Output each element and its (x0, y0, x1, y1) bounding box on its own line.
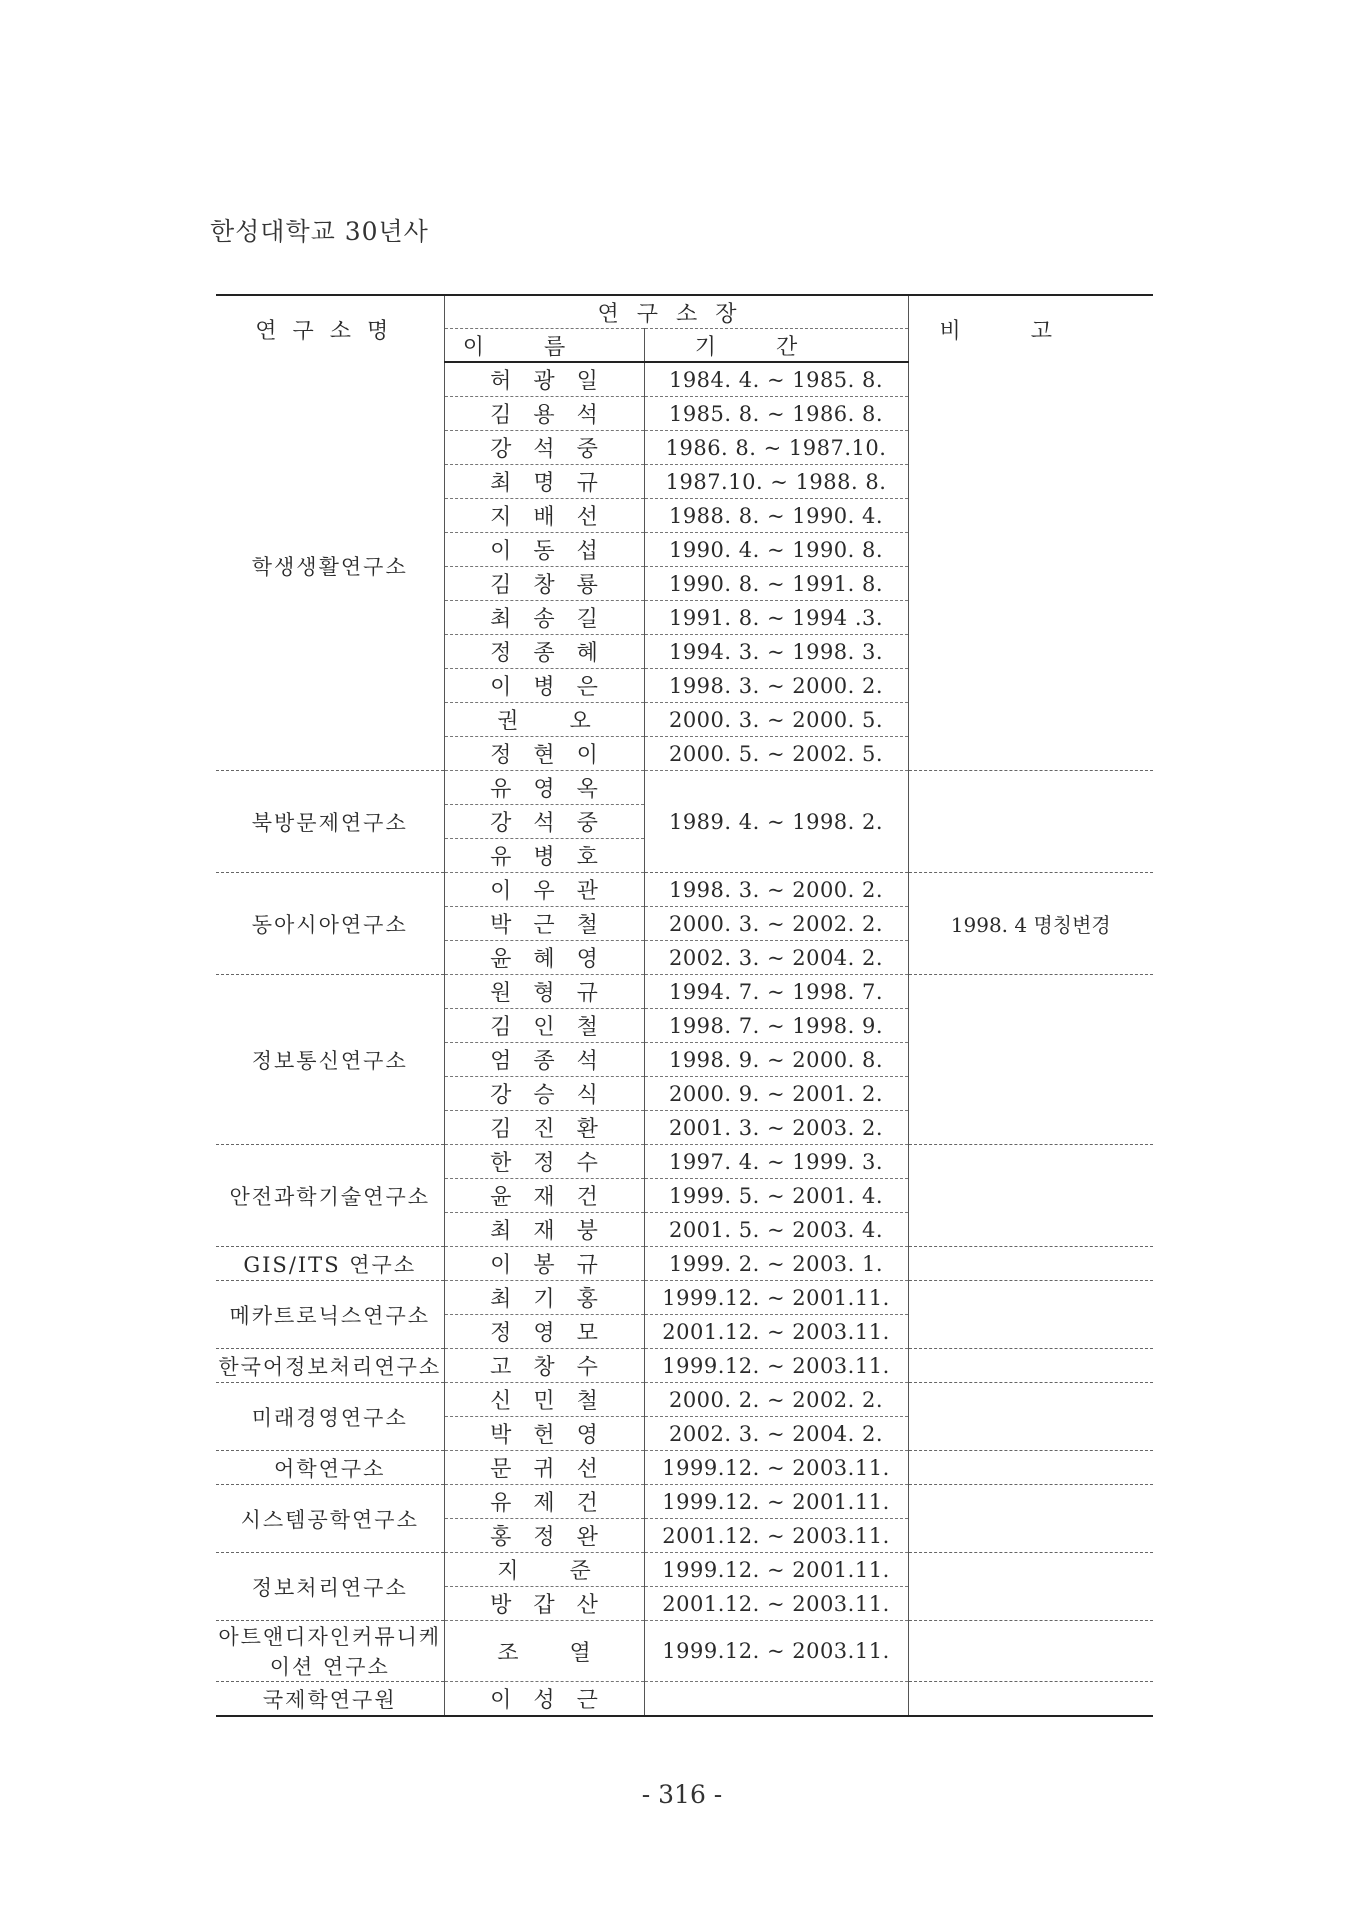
table-row (216, 771, 1153, 805)
table-row (216, 1451, 1153, 1485)
note-cell (908, 1682, 1153, 1717)
term-period: 1998. 3. ~ 2000. 2. (644, 669, 908, 703)
table-row (216, 1145, 1153, 1179)
term-period: 1998. 3. ~ 2000. 2. (644, 873, 908, 907)
term-period: 2001.12. ~ 2003.11. (644, 1315, 908, 1349)
term-period: 1988. 8. ~ 1990. 4. (644, 499, 908, 533)
director-name: 유제건 (444, 1485, 644, 1519)
header-name: 이름 (444, 329, 644, 363)
term-period: 1987.10. ~ 1988. 8. (644, 465, 908, 499)
institute-name: 아트앤디자인커뮤니케이션 연구소 (216, 1621, 444, 1682)
note-cell (908, 1553, 1153, 1621)
director-name: 유병호 (444, 839, 644, 873)
institute-name: 동아시아연구소 (216, 873, 444, 975)
director-name: 정종혜 (444, 635, 644, 669)
term-period: 2001. 3. ~ 2003. 2. (644, 1111, 908, 1145)
director-name: 한정수 (444, 1145, 644, 1179)
institute-name: 정보처리연구소 (216, 1553, 444, 1621)
term-period: 1990. 8. ~ 1991. 8. (644, 567, 908, 601)
term-period: 2000. 2. ~ 2002. 2. (644, 1383, 908, 1417)
director-name: 김창룡 (444, 567, 644, 601)
note-cell (908, 1145, 1153, 1247)
term-period: 1984. 4. ~ 1985. 8. (644, 362, 908, 397)
term-period: 1999.12. ~ 2001.11. (644, 1553, 908, 1587)
term-period: 1989. 4. ~ 1998. 2. (644, 771, 908, 873)
term-period: 1999.12. ~ 2003.11. (644, 1349, 908, 1383)
term-period: 2001.12. ~ 2003.11. (644, 1587, 908, 1621)
term-period: 1998. 7. ~ 1998. 9. (644, 1009, 908, 1043)
note-cell (908, 1451, 1153, 1485)
term-period: 1999.12. ~ 2003.11. (644, 1621, 908, 1682)
institute-name: 정보통신연구소 (216, 975, 444, 1145)
institute-name: 어학연구소 (216, 1451, 444, 1485)
director-name: 정영모 (444, 1315, 644, 1349)
director-name: 최명규 (444, 465, 644, 499)
note-cell: 1998. 4 명칭변경 (908, 873, 1153, 975)
director-name: 지 준 (444, 1553, 644, 1587)
institute-name: 미래경영연구소 (216, 1383, 444, 1451)
header-note: 비고 (908, 295, 1153, 362)
director-name: 정현이 (444, 737, 644, 771)
term-period: 1998. 9. ~ 2000. 8. (644, 1043, 908, 1077)
term-period: 1991. 8. ~ 1994 .3. (644, 601, 908, 635)
term-period: 1997. 4. ~ 1999. 3. (644, 1145, 908, 1179)
term-period: 2001. 5. ~ 2003. 4. (644, 1213, 908, 1247)
director-name: 방갑산 (444, 1587, 644, 1621)
institute-name: 안전과학기술연구소 (216, 1145, 444, 1247)
director-name: 김인철 (444, 1009, 644, 1043)
table-row (216, 873, 1153, 907)
table-row (216, 1383, 1153, 1417)
term-period: 2000. 3. ~ 2000. 5. (644, 703, 908, 737)
director-name: 문귀선 (444, 1451, 644, 1485)
director-name: 박근철 (444, 907, 644, 941)
institute-name: 시스템공학연구소 (216, 1485, 444, 1553)
director-name: 엄종석 (444, 1043, 644, 1077)
note-cell (908, 1247, 1153, 1281)
director-name: 박헌영 (444, 1417, 644, 1451)
term-period: 1999. 5. ~ 2001. 4. (644, 1179, 908, 1213)
table-row (216, 1349, 1153, 1383)
director-name: 강석중 (444, 805, 644, 839)
note-cell (908, 1621, 1153, 1682)
term-period: 2001.12. ~ 2003.11. (644, 1519, 908, 1553)
table-row (216, 1621, 1153, 1682)
director-name: 김진환 (444, 1111, 644, 1145)
note-cell (908, 1383, 1153, 1451)
note-cell (908, 362, 1153, 771)
director-name: 이동섭 (444, 533, 644, 567)
director-name: 고창수 (444, 1349, 644, 1383)
table-row (216, 1682, 1153, 1717)
term-period: 2002. 3. ~ 2004. 2. (644, 1417, 908, 1451)
term-period: 2000. 9. ~ 2001. 2. (644, 1077, 908, 1111)
director-name: 원형규 (444, 975, 644, 1009)
directors-table-wrap (216, 294, 1153, 1717)
note-cell (908, 1485, 1153, 1553)
term-period: 1994. 3. ~ 1998. 3. (644, 635, 908, 669)
director-name: 유영옥 (444, 771, 644, 805)
director-name: 조 열 (444, 1621, 644, 1682)
director-name: 강석중 (444, 431, 644, 465)
director-name: 홍정완 (444, 1519, 644, 1553)
director-name: 최재붕 (444, 1213, 644, 1247)
header-institute: 연구소명 (216, 295, 444, 362)
institute-name: 학생생활연구소 (216, 362, 444, 771)
term-period: 2000. 5. ~ 2002. 5. (644, 737, 908, 771)
institute-name: 국제학연구원 (216, 1682, 444, 1717)
institute-name: GIS/ITS 연구소 (216, 1247, 444, 1281)
term-period: 1994. 7. ~ 1998. 7. (644, 975, 908, 1009)
header-period: 기간 (644, 329, 908, 363)
director-name: 강승식 (444, 1077, 644, 1111)
director-name: 최송길 (444, 601, 644, 635)
table-row (216, 1485, 1153, 1519)
term-period: 1999.12. ~ 2001.11. (644, 1281, 908, 1315)
director-name: 김용석 (444, 397, 644, 431)
directors-table (216, 294, 1153, 1717)
director-name: 윤재건 (444, 1179, 644, 1213)
term-period: 1999.12. ~ 2001.11. (644, 1485, 908, 1519)
institute-name: 한국어정보처리연구소 (216, 1349, 444, 1383)
term-period: 2000. 3. ~ 2002. 2. (644, 907, 908, 941)
term-period: 1990. 4. ~ 1990. 8. (644, 533, 908, 567)
header-director-group: 연구소장 (444, 295, 908, 329)
term-period (644, 1682, 908, 1717)
table-row (216, 1553, 1153, 1587)
director-name: 지배선 (444, 499, 644, 533)
note-cell (908, 771, 1153, 873)
institute-name: 북방문제연구소 (216, 771, 444, 873)
page-header: 한성대학교 30년사 (210, 217, 429, 246)
table-row (216, 362, 1153, 397)
table-row (216, 975, 1153, 1009)
director-name: 신민철 (444, 1383, 644, 1417)
note-cell (908, 1281, 1153, 1349)
table-row (216, 1247, 1153, 1281)
director-name: 이우관 (444, 873, 644, 907)
director-name: 이봉규 (444, 1247, 644, 1281)
director-name: 이성근 (444, 1682, 644, 1717)
term-period: 1999.12. ~ 2003.11. (644, 1451, 908, 1485)
director-name: 이병은 (444, 669, 644, 703)
director-name: 윤혜영 (444, 941, 644, 975)
director-name: 최기홍 (444, 1281, 644, 1315)
term-period: 1986. 8. ~ 1987.10. (644, 431, 908, 465)
note-cell (908, 975, 1153, 1145)
page-number: - 316 - (641, 1780, 723, 1809)
institute-name: 메카트로닉스연구소 (216, 1281, 444, 1349)
director-name: 권 오 (444, 703, 644, 737)
term-period: 2002. 3. ~ 2004. 2. (644, 941, 908, 975)
term-period: 1999. 2. ~ 2003. 1. (644, 1247, 908, 1281)
table-row (216, 1281, 1153, 1315)
term-period: 1985. 8. ~ 1986. 8. (644, 397, 908, 431)
note-cell (908, 1349, 1153, 1383)
table-body (216, 362, 1153, 1716)
director-name: 허광일 (444, 362, 644, 397)
